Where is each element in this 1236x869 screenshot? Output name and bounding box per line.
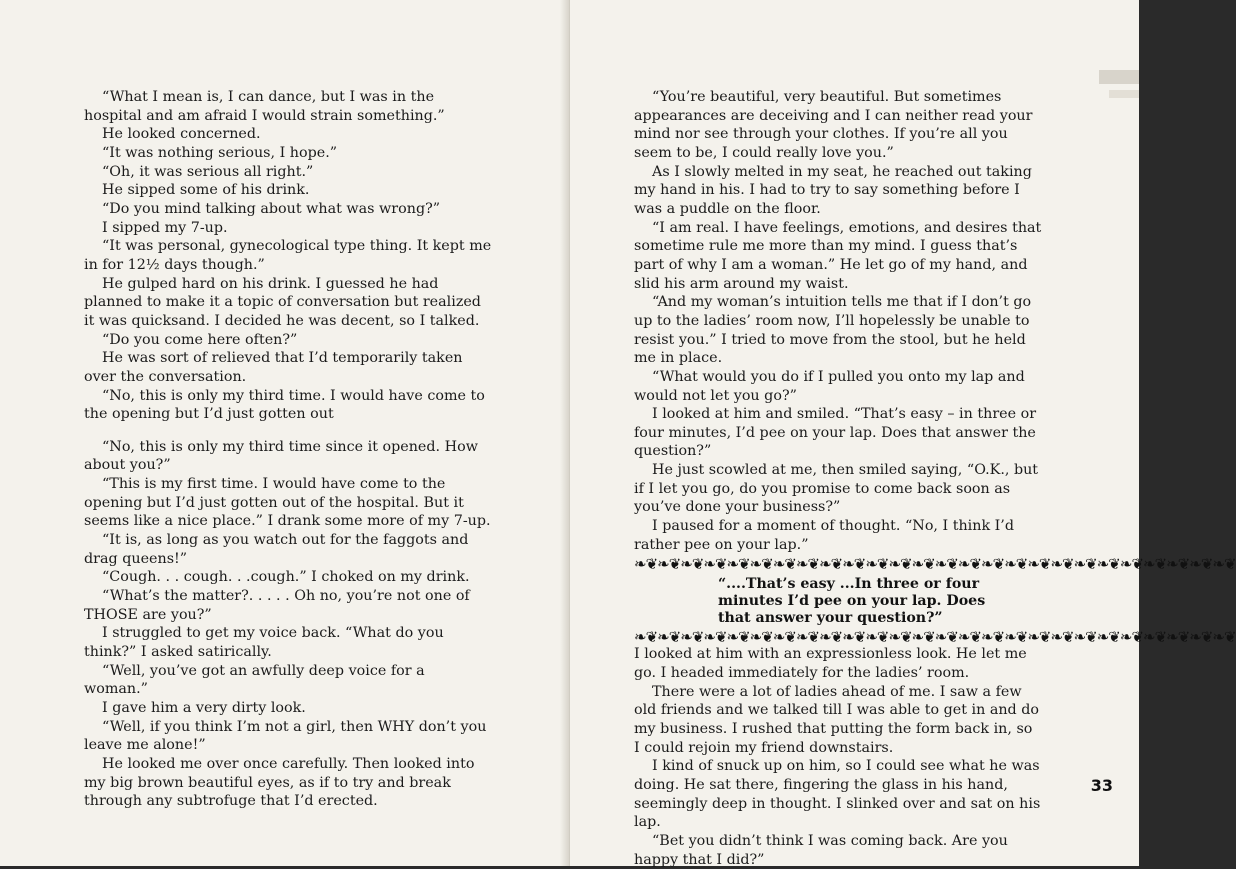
paragraph: “Oh, it was serious all right.”: [102, 163, 314, 180]
paragraph: He just scowled at me, then smiled saying, “O.K., but if I let you go, do you promise to come back soon as you’ve done your business?”: [634, 462, 1039, 516]
paragraph: “I am real. I have feelings, emotions, and desires that sometime rule me more than my mind. I guess that’s part of why I am a woman.” He let go of my hand, and slid his arm around my waist.: [634, 219, 1042, 292]
paragraph: He sipped some of his drink.: [102, 182, 310, 199]
paragraph: I struggled to get my voice back. “What do you think?” I asked satirically.: [84, 625, 444, 661]
bleed-through-mark: [1109, 90, 1139, 98]
paragraph: “It was nothing serious, I hope.”: [102, 144, 338, 161]
paragraph: “This is my first time. I would have come to the opening but I’d just gotten out of the hospital. But it seems like a nice place.” I drank some more of my 7-up.: [84, 476, 491, 530]
paragraph: “Well, if you think I’m not a girl, then WHY don’t you leave me alone!”: [84, 718, 487, 754]
left-page: [0, 0, 569, 866]
paragraph: “What would you do if I pulled you onto my lap and would not let you go?”: [634, 368, 1025, 404]
paragraph: He gulped hard on his drink. I guessed he had planned to make it a topic of conversation but realized it was quicksand. I decided he was decent, so I talked.: [84, 275, 481, 329]
paragraph: I looked at him and smiled. “That’s easy – in three or four minutes, I’d pee on your lap. Does that answer the question?”: [634, 406, 1037, 460]
paragraph: He looked me over once carefully. Then looked into my big brown beautiful eyes, as if to try and break through any subtrofuge that I’d erected.: [84, 755, 475, 810]
paragraph: “No, this is only my third time. I would have come to the opening but I’d just gotten out: [84, 387, 485, 423]
paragraph: “It is, as long as you watch out for the faggots and drag queens!”: [84, 532, 469, 567]
paragraph: He was sort of relieved that I’d temporarily taken over the conversation.: [84, 350, 463, 385]
paragraph: “And my woman’s intuition tells me that if I don’t go up to the ladies’ room now, I’ll hopelessly be unable to resist you.” I tried to move from the stool, but he held me in place.: [634, 294, 1032, 367]
paragraph: “Do you come here often?”: [102, 331, 298, 348]
paragraph: “Well, you’ve got an awfully deep voice for a woman.”: [84, 662, 425, 698]
paragraph: I paused for a moment of thought. “No, I think I’d rather pee on your lap.”: [634, 518, 1014, 553]
page-number: 33: [1090, 776, 1113, 795]
paragraph: “Bet you didn’t think I was coming back. Are you happy that I did?”: [634, 832, 1008, 868]
paragraph: I sipped my 7-up.: [102, 219, 228, 236]
paragraph: “What I mean is, I can dance, but I was in the hospital and am afraid I would strain something.”: [84, 89, 445, 124]
paragraph: I kind of snuck up on him, so I could see what he was doing. He sat there, fingering the glass in his hand, seemingly deep in thought. I slinked over and sat on his lap.: [634, 758, 1041, 831]
pull-quote-text: “....That’s easy ...In three or four minutes I’d pee on your lap. Does that answer your question?”: [718, 576, 986, 627]
paragraph: There were a lot of ladies ahead of me. I saw a few old friends and we talked till I was able to get in and do my business. I rushed that putting the form back in, so I could rejoin my friend downstairs.: [634, 683, 1040, 756]
paragraph: He looked concerned.: [102, 126, 261, 143]
paragraph: “No, this is only my third time since it opened. How about you?”: [84, 438, 478, 474]
bleed-through-mark: [1099, 70, 1139, 84]
right-page: [570, 0, 1236, 868]
paragraph: I looked at him with an expressionless look. He let me go. I headed immediately for the ladies’ room.: [634, 646, 1027, 682]
pull-quote: [634, 555, 1236, 647]
ornamental-border: ❧❦❧❦❧❦❧❦❧❦❧❦❧❦❧❦❧❦❧❦❧❦❧❦❧❦❧❦❧❦❧❦❧❦❧❦❧❦❧❦❧❦❧❦❧❦❧❦❧❦❧❦: [634, 555, 1236, 574]
paragraph: “What’s the matter?. . . . . Oh no, you’re not one of THOSE are you?”: [84, 588, 470, 623]
left-page-text: [84, 88, 492, 811]
paragraph: “It was personal, gynecological type thing. It kept me in for 12½ days though.”: [84, 238, 492, 273]
paragraph: As I slowly melted in my seat, he reached out taking my hand in his. I had to try to say something before I was a puddle on the floor.: [634, 163, 1032, 217]
paragraph: I gave him a very dirty look.: [102, 700, 306, 716]
paragraph: “You’re beautiful, very beautiful. But sometimes appearances are deceiving and I can neither read your mind nor see through your clothes. If you’re all you seem to be, I could really love you.”: [634, 89, 1033, 161]
paragraph: “Do you mind talking about what was wrong?”: [102, 200, 441, 217]
ornamental-border: ❧❦❧❦❧❦❧❦❧❦❧❦❧❦❧❦❧❦❧❦❧❦❧❦❧❦❧❦❧❦❧❦❧❦❧❦❧❦❧❦❧❦❧❦❧❦❧❦❧❦❧❦: [634, 628, 1236, 647]
paragraph: “Cough. . . cough. . .cough.” I choked on my drink.: [102, 569, 470, 586]
